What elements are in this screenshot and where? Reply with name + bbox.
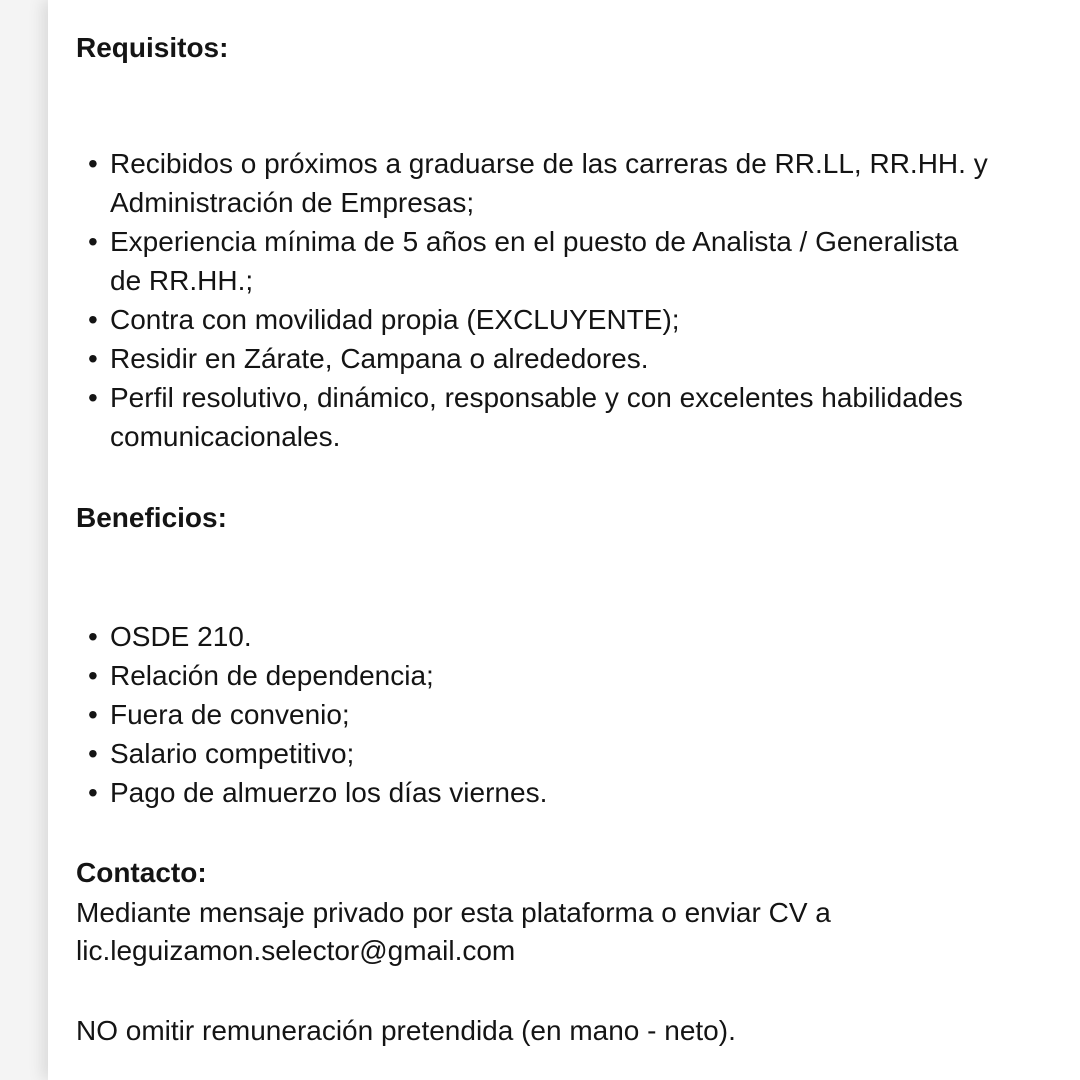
requisitos-heading: Requisitos:	[76, 32, 229, 63]
list-item: • Pago de almuerzo los días viernes.	[88, 773, 988, 812]
list-item: • Contra con movilidad propia (EXCLUYENTE);	[88, 300, 988, 339]
beneficios-list	[88, 617, 988, 812]
remuneracion-note: NO omitir remuneración pretendida (en mano - neto).	[76, 1015, 736, 1046]
list-item: • Residir en Zárate, Campana o alrededores.	[88, 339, 988, 378]
list-item: • Salario competitivo;	[88, 734, 988, 773]
list-item: • Experiencia mínima de 5 años en el puesto de Analista / Generalista de RR.HH.;	[88, 222, 988, 300]
list-item: • Perfil resolutivo, dinámico, responsable y con excelentes habilidades comunicacionales.	[88, 378, 988, 456]
contacto-line: Mediante mensaje privado por esta plataforma o enviar CV a	[76, 897, 831, 928]
list-item: • Fuera de convenio;	[88, 695, 988, 734]
contacto-heading: Contacto:	[76, 857, 207, 888]
list-item: • Relación de dependencia;	[88, 656, 988, 695]
beneficios-heading: Beneficios:	[76, 502, 227, 533]
contacto-email: lic.leguizamon.selector@gmail.com	[76, 935, 516, 966]
list-item: • Recibidos o próximos a graduarse de las carreras de RR.LL, RR.HH. y Administración de Empresas;	[88, 144, 988, 222]
list-item: • OSDE 210.	[88, 617, 988, 656]
requisitos-list	[88, 144, 988, 456]
